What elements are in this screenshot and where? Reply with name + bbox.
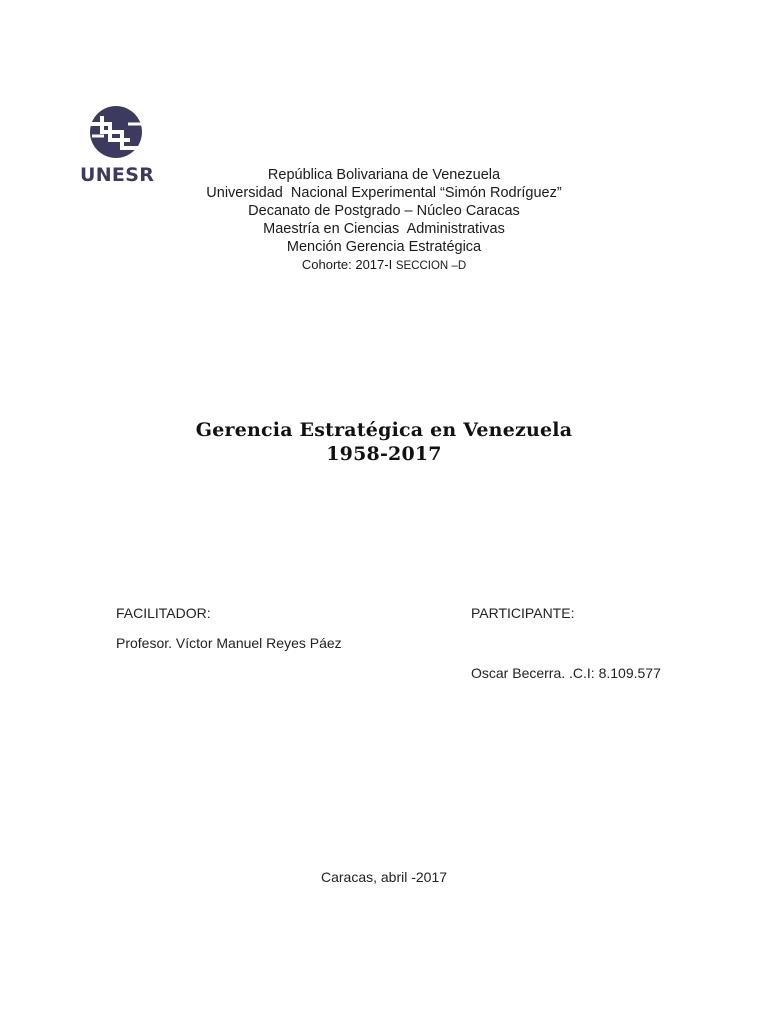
title-line-2: 1958-2017 xyxy=(326,443,442,465)
participant-label: PARTICIPANTE: xyxy=(471,605,575,621)
section-text: SECCION –D xyxy=(395,260,467,272)
facilitator-name: Profesor. Víctor Manuel Reyes Páez xyxy=(116,635,342,651)
header-line-university: Universidad Nacional Experimental “Simón Rodríguez” xyxy=(206,185,562,201)
logo-text: UNESR xyxy=(80,164,155,186)
document-title xyxy=(0,418,768,466)
header-line-masters: Maestría en Ciencias Administrativas xyxy=(263,221,505,237)
header-line-country: República Bolivariana de Venezuela xyxy=(267,167,501,183)
cohort-text: Cohorte: 2017-I xyxy=(301,257,396,272)
header-line-deanery: Decanato de Postgrado – Núcleo Caracas xyxy=(248,203,520,219)
institution-header xyxy=(0,166,768,275)
participant-name: Oscar Becerra. .C.I: 8.109.577 xyxy=(471,665,661,681)
place-and-date: Caracas, abril -2017 xyxy=(320,869,448,885)
facilitator-label: FACILITADOR: xyxy=(116,605,211,621)
header-line-cohort xyxy=(0,256,768,275)
title-line-1: Gerencia Estratégica en Venezuela xyxy=(195,419,573,441)
unesr-emblem-icon xyxy=(80,104,154,164)
header-line-mention: Mención Gerencia Estratégica xyxy=(286,239,482,255)
